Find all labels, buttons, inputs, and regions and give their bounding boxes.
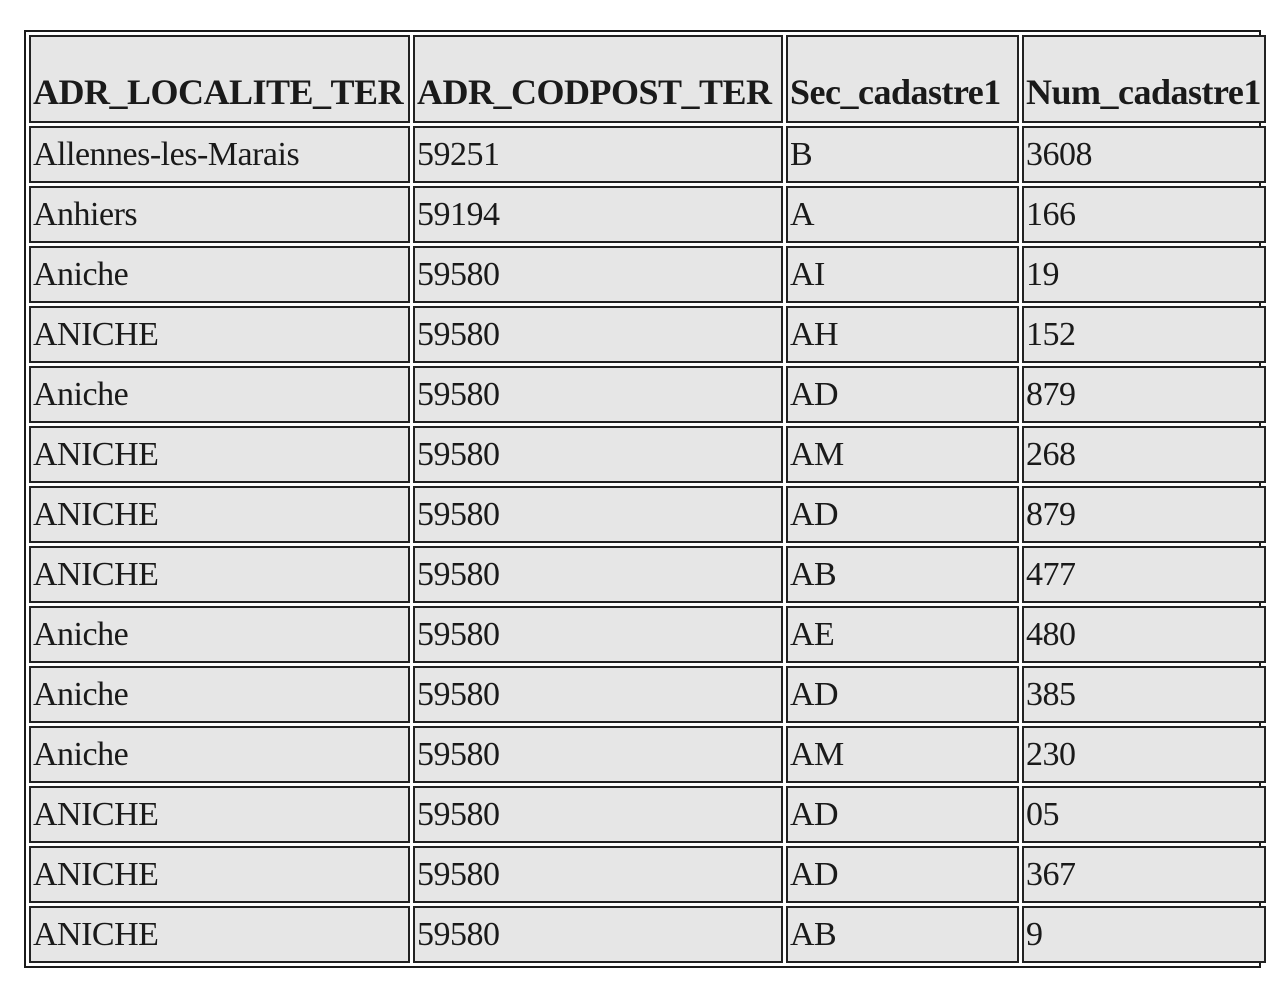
cell-localite: Aniche — [29, 246, 410, 303]
cell-codpost: 59580 — [413, 486, 783, 543]
cell-localite: Aniche — [29, 606, 410, 663]
cell-codpost: 59251 — [413, 126, 783, 183]
cell-sec-cadastre: B — [786, 126, 1019, 183]
table-row — [29, 306, 1266, 363]
table-body — [29, 126, 1266, 963]
cell-num-cadastre: 480 — [1022, 606, 1266, 663]
cell-localite: Aniche — [29, 726, 410, 783]
table-row — [29, 186, 1266, 243]
cell-localite: ANICHE — [29, 306, 410, 363]
cell-codpost: 59194 — [413, 186, 783, 243]
table-row — [29, 726, 1266, 783]
cell-localite: ANICHE — [29, 846, 410, 903]
header-localite: ADR_LOCALITE_TER — [29, 35, 410, 123]
cell-localite: ANICHE — [29, 906, 410, 963]
header-codpost: ADR_CODPOST_TER — [413, 35, 783, 123]
cell-num-cadastre: 152 — [1022, 306, 1266, 363]
table-row — [29, 126, 1266, 183]
table-row — [29, 606, 1266, 663]
table-row — [29, 786, 1266, 843]
cell-sec-cadastre: AH — [786, 306, 1019, 363]
cell-codpost: 59580 — [413, 906, 783, 963]
table-row — [29, 846, 1266, 903]
cell-sec-cadastre: A — [786, 186, 1019, 243]
table-row — [29, 666, 1266, 723]
cell-num-cadastre: 477 — [1022, 546, 1266, 603]
cell-localite: ANICHE — [29, 426, 410, 483]
cell-sec-cadastre: AD — [786, 666, 1019, 723]
cell-localite: Aniche — [29, 666, 410, 723]
cell-codpost: 59580 — [413, 366, 783, 423]
cell-sec-cadastre: AM — [786, 426, 1019, 483]
cell-codpost: 59580 — [413, 246, 783, 303]
cell-codpost: 59580 — [413, 306, 783, 363]
cell-num-cadastre: 19 — [1022, 246, 1266, 303]
cell-localite: ANICHE — [29, 486, 410, 543]
cell-sec-cadastre: AI — [786, 246, 1019, 303]
cell-codpost: 59580 — [413, 786, 783, 843]
header-num-cadastre: Num_cadastre1 — [1022, 35, 1266, 123]
cell-num-cadastre: 3608 — [1022, 126, 1266, 183]
cadastre-table-container — [24, 30, 1261, 968]
header-sec-cadastre: Sec_cadastre1 — [786, 35, 1019, 123]
cell-num-cadastre: 385 — [1022, 666, 1266, 723]
cell-sec-cadastre: AB — [786, 546, 1019, 603]
cell-codpost: 59580 — [413, 726, 783, 783]
cell-localite: Allennes-les-Marais — [29, 126, 410, 183]
cell-codpost: 59580 — [413, 666, 783, 723]
cell-num-cadastre: 166 — [1022, 186, 1266, 243]
cell-localite: Anhiers — [29, 186, 410, 243]
cell-num-cadastre: 268 — [1022, 426, 1266, 483]
cell-num-cadastre: 9 — [1022, 906, 1266, 963]
cell-num-cadastre: 230 — [1022, 726, 1266, 783]
table-header — [29, 35, 1266, 123]
cell-sec-cadastre: AD — [786, 846, 1019, 903]
table-row — [29, 906, 1266, 963]
cadastre-table — [26, 32, 1269, 966]
cell-codpost: 59580 — [413, 426, 783, 483]
cell-num-cadastre: 879 — [1022, 486, 1266, 543]
header-row — [29, 35, 1266, 123]
cell-num-cadastre: 367 — [1022, 846, 1266, 903]
cell-sec-cadastre: AD — [786, 786, 1019, 843]
cell-num-cadastre: 05 — [1022, 786, 1266, 843]
cell-codpost: 59580 — [413, 546, 783, 603]
cell-codpost: 59580 — [413, 846, 783, 903]
cell-localite: ANICHE — [29, 546, 410, 603]
table-row — [29, 366, 1266, 423]
cell-codpost: 59580 — [413, 606, 783, 663]
cell-localite: Aniche — [29, 366, 410, 423]
table-row — [29, 246, 1266, 303]
cell-localite: ANICHE — [29, 786, 410, 843]
table-row — [29, 486, 1266, 543]
table-row — [29, 546, 1266, 603]
cell-sec-cadastre: AD — [786, 366, 1019, 423]
cell-sec-cadastre: AE — [786, 606, 1019, 663]
cell-num-cadastre: 879 — [1022, 366, 1266, 423]
table-row — [29, 426, 1266, 483]
cell-sec-cadastre: AB — [786, 906, 1019, 963]
cell-sec-cadastre: AD — [786, 486, 1019, 543]
cell-sec-cadastre: AM — [786, 726, 1019, 783]
